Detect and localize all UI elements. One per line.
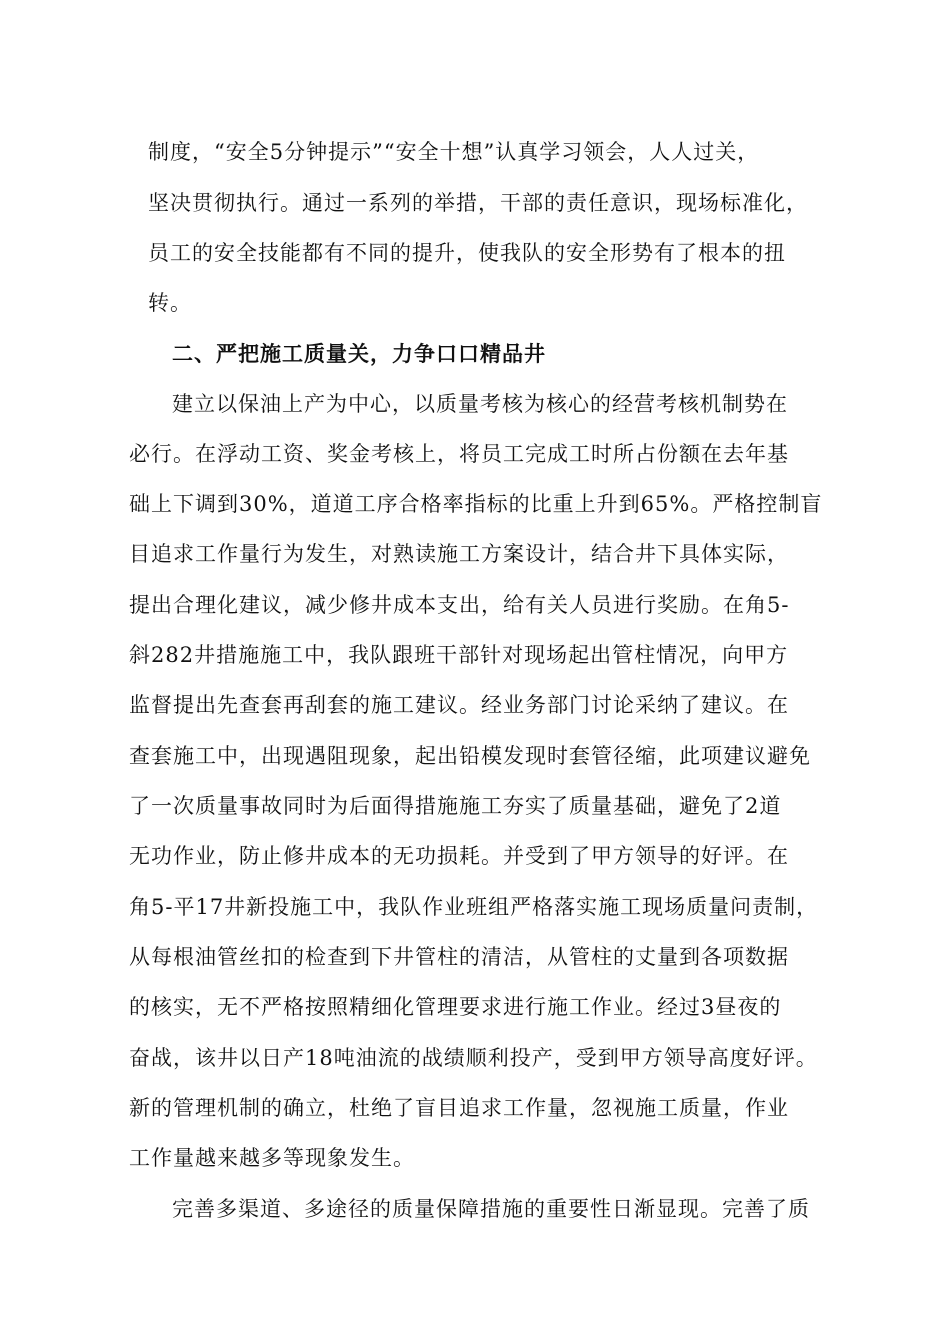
text-line: 的核实，无不严格按照精细化管理要求进行施工作业。经过3昼夜的	[129, 995, 782, 1019]
text-line: 制度，“安全5分钟提示”“安全十想”认真学习领会，人人过关，	[148, 140, 760, 164]
text-line: 监督提出先查套再刮套的施工建议。经业务部门讨论采纳了建议。在	[129, 693, 789, 717]
text-line: 转。	[148, 291, 192, 315]
text-line: 础上下调到30%，道道工序合格率指标的比重上升到65%。严格控制盲	[129, 492, 823, 516]
text-line: 无功作业，防止修井成本的无功损耗。并受到了甲方领导的好评。在	[129, 844, 789, 868]
text-line: 员工的安全技能都有不同的提升，使我队的安全形势有了根本的扭	[148, 241, 786, 265]
text-line: 角5-平17井新投施工中，我队作业班组严格落实施工现场质量问责制，	[129, 895, 819, 919]
text-line: 建立以保油上产为中心，以质量考核为核心的经营考核机制势在	[172, 392, 788, 416]
text-line: 完善多渠道、多途径的质量保障措施的重要性日渐显现。完善了质	[172, 1197, 810, 1221]
text-line: 从每根油管丝扣的检查到下井管柱的清洁，从管柱的丈量到各项数据	[129, 945, 789, 969]
text-line: 坚决贯彻执行。通过一系列的举措，干部的责任意识，现场标准化，	[148, 191, 808, 215]
text-line: 必行。在浮动工资、奖金考核上，将员工完成工时所占份额在去年基	[129, 442, 789, 466]
text-line: 工作量越来越多等现象发生。	[129, 1146, 415, 1170]
text-line: 查套施工中，出现遇阻现象，起出铅模发现时套管径缩，此项建议避免	[129, 744, 811, 768]
text-line: 新的管理机制的确立，杜绝了盲目追求工作量，忽视施工质量，作业	[129, 1096, 789, 1120]
text-line: 目追求工作量行为发生，对熟读施工方案设计，结合井下具体实际，	[129, 542, 789, 566]
section-heading: 二、严把施工质量关，力争口口精品井	[172, 341, 546, 366]
text-line: 奋战，该井以日产18吨油流的战绩顺利投产，受到甲方领导高度好评。	[129, 1046, 818, 1070]
text-line: 了一次质量事故同时为后面得措施施工夯实了质量基础，避免了2道	[129, 794, 782, 818]
text-line: 提出合理化建议，减少修井成本支出，给有关人员进行奖励。在角5-	[129, 593, 790, 617]
text-line: 斜282井措施施工中，我队跟班干部针对现场起出管柱情况，向甲方	[129, 643, 789, 667]
